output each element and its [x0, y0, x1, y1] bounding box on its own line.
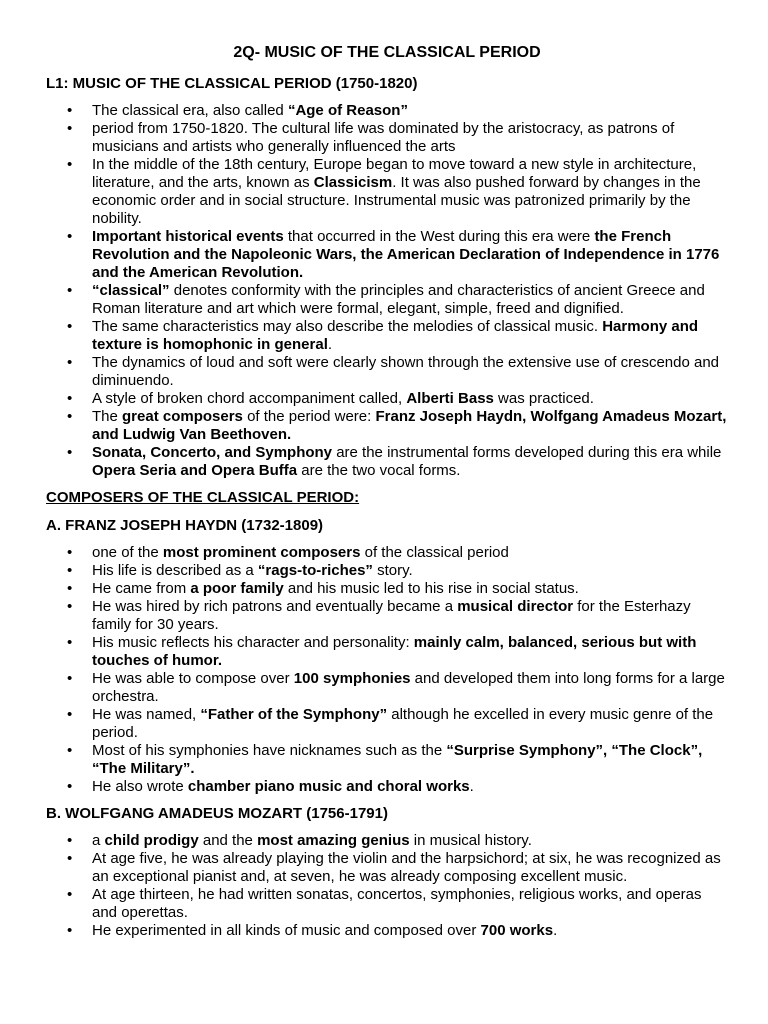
- text-run: of the classical period: [360, 544, 509, 561]
- bold-text-run: the French Revolution and the Napoleonic Wars, the American Declaration of Independence in 1776 and the American Revolution.: [92, 228, 720, 281]
- text-run: His life is described as a: [92, 562, 258, 579]
- bullet-dot: •: [67, 120, 73, 137]
- bold-text-run: “Age of Reason”: [287, 102, 408, 119]
- text-run: The dynamics of loud and soft were clearly shown through the extensive use of crescendo and diminuendo.: [92, 354, 720, 389]
- bold-text-run: great composers: [122, 408, 243, 425]
- text-run: although he excelled in every music genre of the period.: [92, 706, 714, 741]
- bold-text-run: Opera Seria and Opera Buffa: [92, 462, 298, 479]
- text-run: In the middle of the 18th century, Europe began to move toward a new style in architecture, literature, and the arts, known as: [92, 156, 697, 191]
- text-run: and the: [198, 832, 258, 849]
- list-item: [46, 598, 728, 634]
- text-run: At age five, he was already playing the violin and the harpsichord; at six, he was recognized as an exceptional pianist and, at seven, he was already composing excellent music.: [92, 850, 721, 885]
- text-run: .: [327, 336, 333, 353]
- text-run: was practiced.: [493, 390, 594, 407]
- text-run: Most of his symphonies have nicknames such as the: [92, 742, 447, 759]
- haydn-bullet-list: [46, 544, 728, 796]
- list-item: [46, 390, 728, 408]
- text-run: are the two vocal forms.: [297, 462, 461, 479]
- bold-text-run: Important historical events: [92, 228, 284, 245]
- text-run: one of the: [92, 544, 163, 561]
- list-item: [46, 408, 728, 444]
- bullet-dot: •: [67, 354, 73, 371]
- text-run: denotes conformity with the principles and characteristics of ancient Greece and Roman literature and art which were formal, elegant, simple, freed and dignified.: [92, 282, 705, 317]
- text-run: that occurred in the West during this era were: [283, 228, 595, 245]
- text-run: A style of broken chord accompaniment called,: [92, 390, 407, 407]
- text-run: period from 1750-1820. The cultural life was dominated by the aristocracy, as patrons of musicians and artists who generally influenced the arts: [92, 120, 675, 155]
- list-item: [46, 634, 728, 670]
- bold-text-run: “rags-to-riches”: [257, 562, 373, 579]
- list-item: [46, 444, 728, 480]
- text-run: are the instrumental forms developed during this era while: [332, 444, 722, 461]
- bullet-dot: •: [67, 670, 73, 687]
- bullet-dot: •: [67, 886, 73, 903]
- bold-text-run: a poor family: [190, 580, 284, 597]
- bullet-dot: •: [67, 778, 73, 795]
- bold-text-run: 100 symphonies: [293, 670, 411, 687]
- bullet-dot: •: [67, 408, 73, 425]
- bullet-dot: •: [67, 102, 73, 119]
- bullet-dot: •: [67, 390, 73, 407]
- text-run: .: [469, 778, 474, 795]
- bold-text-run: most amazing genius: [257, 832, 410, 849]
- bold-text-run: child prodigy: [104, 832, 199, 849]
- l1-bullet-list: [46, 102, 728, 480]
- bold-text-run: “classical”: [92, 282, 170, 299]
- list-item: [46, 850, 728, 886]
- text-run: for the Esterhazy family for 30 years.: [92, 598, 691, 633]
- text-run: The: [92, 408, 123, 425]
- composers-heading: COMPOSERS OF THE CLASSICAL PERIOD:: [46, 489, 360, 506]
- list-item: [46, 102, 728, 120]
- bullet-dot: •: [67, 580, 73, 597]
- text-run: He was hired by rich patrons and eventually became a: [92, 598, 458, 615]
- list-item: [46, 120, 728, 156]
- bold-text-run: Harmony and texture is homophonic in general: [92, 318, 699, 353]
- bullet-dot: •: [67, 156, 73, 173]
- l1-heading: L1: MUSIC OF THE CLASSICAL PERIOD (1750-1820): [46, 75, 418, 92]
- page-title: 2Q- MUSIC OF THE CLASSICAL PERIOD: [233, 44, 541, 61]
- bullet-dot: •: [67, 282, 73, 299]
- text-run: He was named,: [92, 706, 201, 723]
- text-run: His music reflects his character and personality:: [92, 634, 414, 651]
- bold-text-run: “Father of the Symphony”: [200, 706, 388, 723]
- list-item: [46, 778, 728, 796]
- bold-text-run: Sonata, Concerto, and Symphony: [92, 444, 333, 461]
- bold-text-run: musical director: [457, 598, 574, 615]
- bullet-dot: •: [67, 706, 73, 723]
- list-item: [46, 562, 728, 580]
- bullet-dot: •: [67, 742, 73, 759]
- text-run: . It was also pushed forward by changes in the economic order and in social structure. Instrumental music was patronized primarily by the nobility.: [92, 174, 701, 227]
- text-run: and his music led to his rise in social status.: [283, 580, 579, 597]
- bullet-dot: •: [67, 598, 73, 615]
- list-item: [46, 354, 728, 390]
- text-run: He experimented in all kinds of music and composed over: [92, 922, 481, 939]
- text-run: and developed them into long forms for a large orchestra.: [92, 670, 725, 705]
- list-item: [46, 832, 728, 850]
- text-run: At age thirteen, he had written sonatas, concertos, symphonies, religious works, and operas and operettas.: [92, 886, 702, 921]
- bullet-dot: •: [67, 850, 73, 867]
- bullet-dot: •: [67, 634, 73, 651]
- bullet-dot: •: [67, 922, 73, 939]
- list-item: [46, 282, 728, 318]
- mozart-bullet-list: [46, 832, 728, 940]
- bullet-dot: •: [67, 318, 73, 335]
- text-run: He also wrote: [92, 778, 188, 795]
- bold-text-run: 700 works: [480, 922, 554, 939]
- bold-text-run: chamber piano music and choral works: [187, 778, 470, 795]
- haydn-heading: A. FRANZ JOSEPH HAYDN (1732-1809): [46, 517, 324, 534]
- text-run: The classical era, also called: [92, 102, 288, 119]
- bullet-dot: •: [67, 562, 73, 579]
- bold-text-run: “Surprise Symphony”, “The Clock”, “The Military”.: [92, 742, 703, 777]
- list-item: [46, 228, 728, 282]
- text-run: The same characteristics may also describe the melodies of classical music.: [92, 318, 603, 335]
- text-run: a: [92, 832, 105, 849]
- list-item: [46, 544, 728, 562]
- bullet-dot: •: [67, 444, 73, 461]
- text-run: He came from: [92, 580, 191, 597]
- mozart-heading: B. WOLFGANG AMADEUS MOZART (1756-1791): [46, 805, 388, 822]
- bold-text-run: mainly calm, balanced, serious but with touches of humor.: [92, 634, 697, 669]
- bold-text-run: most prominent composers: [162, 544, 361, 561]
- list-item: [46, 886, 728, 922]
- list-item: [46, 922, 728, 940]
- list-item: [46, 742, 728, 778]
- bullet-dot: •: [67, 832, 73, 849]
- text-run: He was able to compose over: [92, 670, 294, 687]
- list-item: [46, 318, 728, 354]
- bold-text-run: Alberti Bass: [406, 390, 494, 407]
- bold-text-run: Franz Joseph Haydn, Wolfgang Amadeus Mozart, and Ludwig Van Beethoven.: [92, 408, 727, 443]
- list-item: [46, 670, 728, 706]
- text-run: story.: [372, 562, 413, 579]
- list-item: [46, 156, 728, 228]
- text-run: of the period were:: [242, 408, 376, 425]
- text-run: in musical history.: [409, 832, 532, 849]
- bullet-dot: •: [67, 228, 73, 245]
- list-item: [46, 580, 728, 598]
- list-item: [46, 706, 728, 742]
- text-run: .: [553, 922, 558, 939]
- bold-text-run: Classicism: [313, 174, 393, 191]
- bullet-dot: •: [67, 544, 73, 561]
